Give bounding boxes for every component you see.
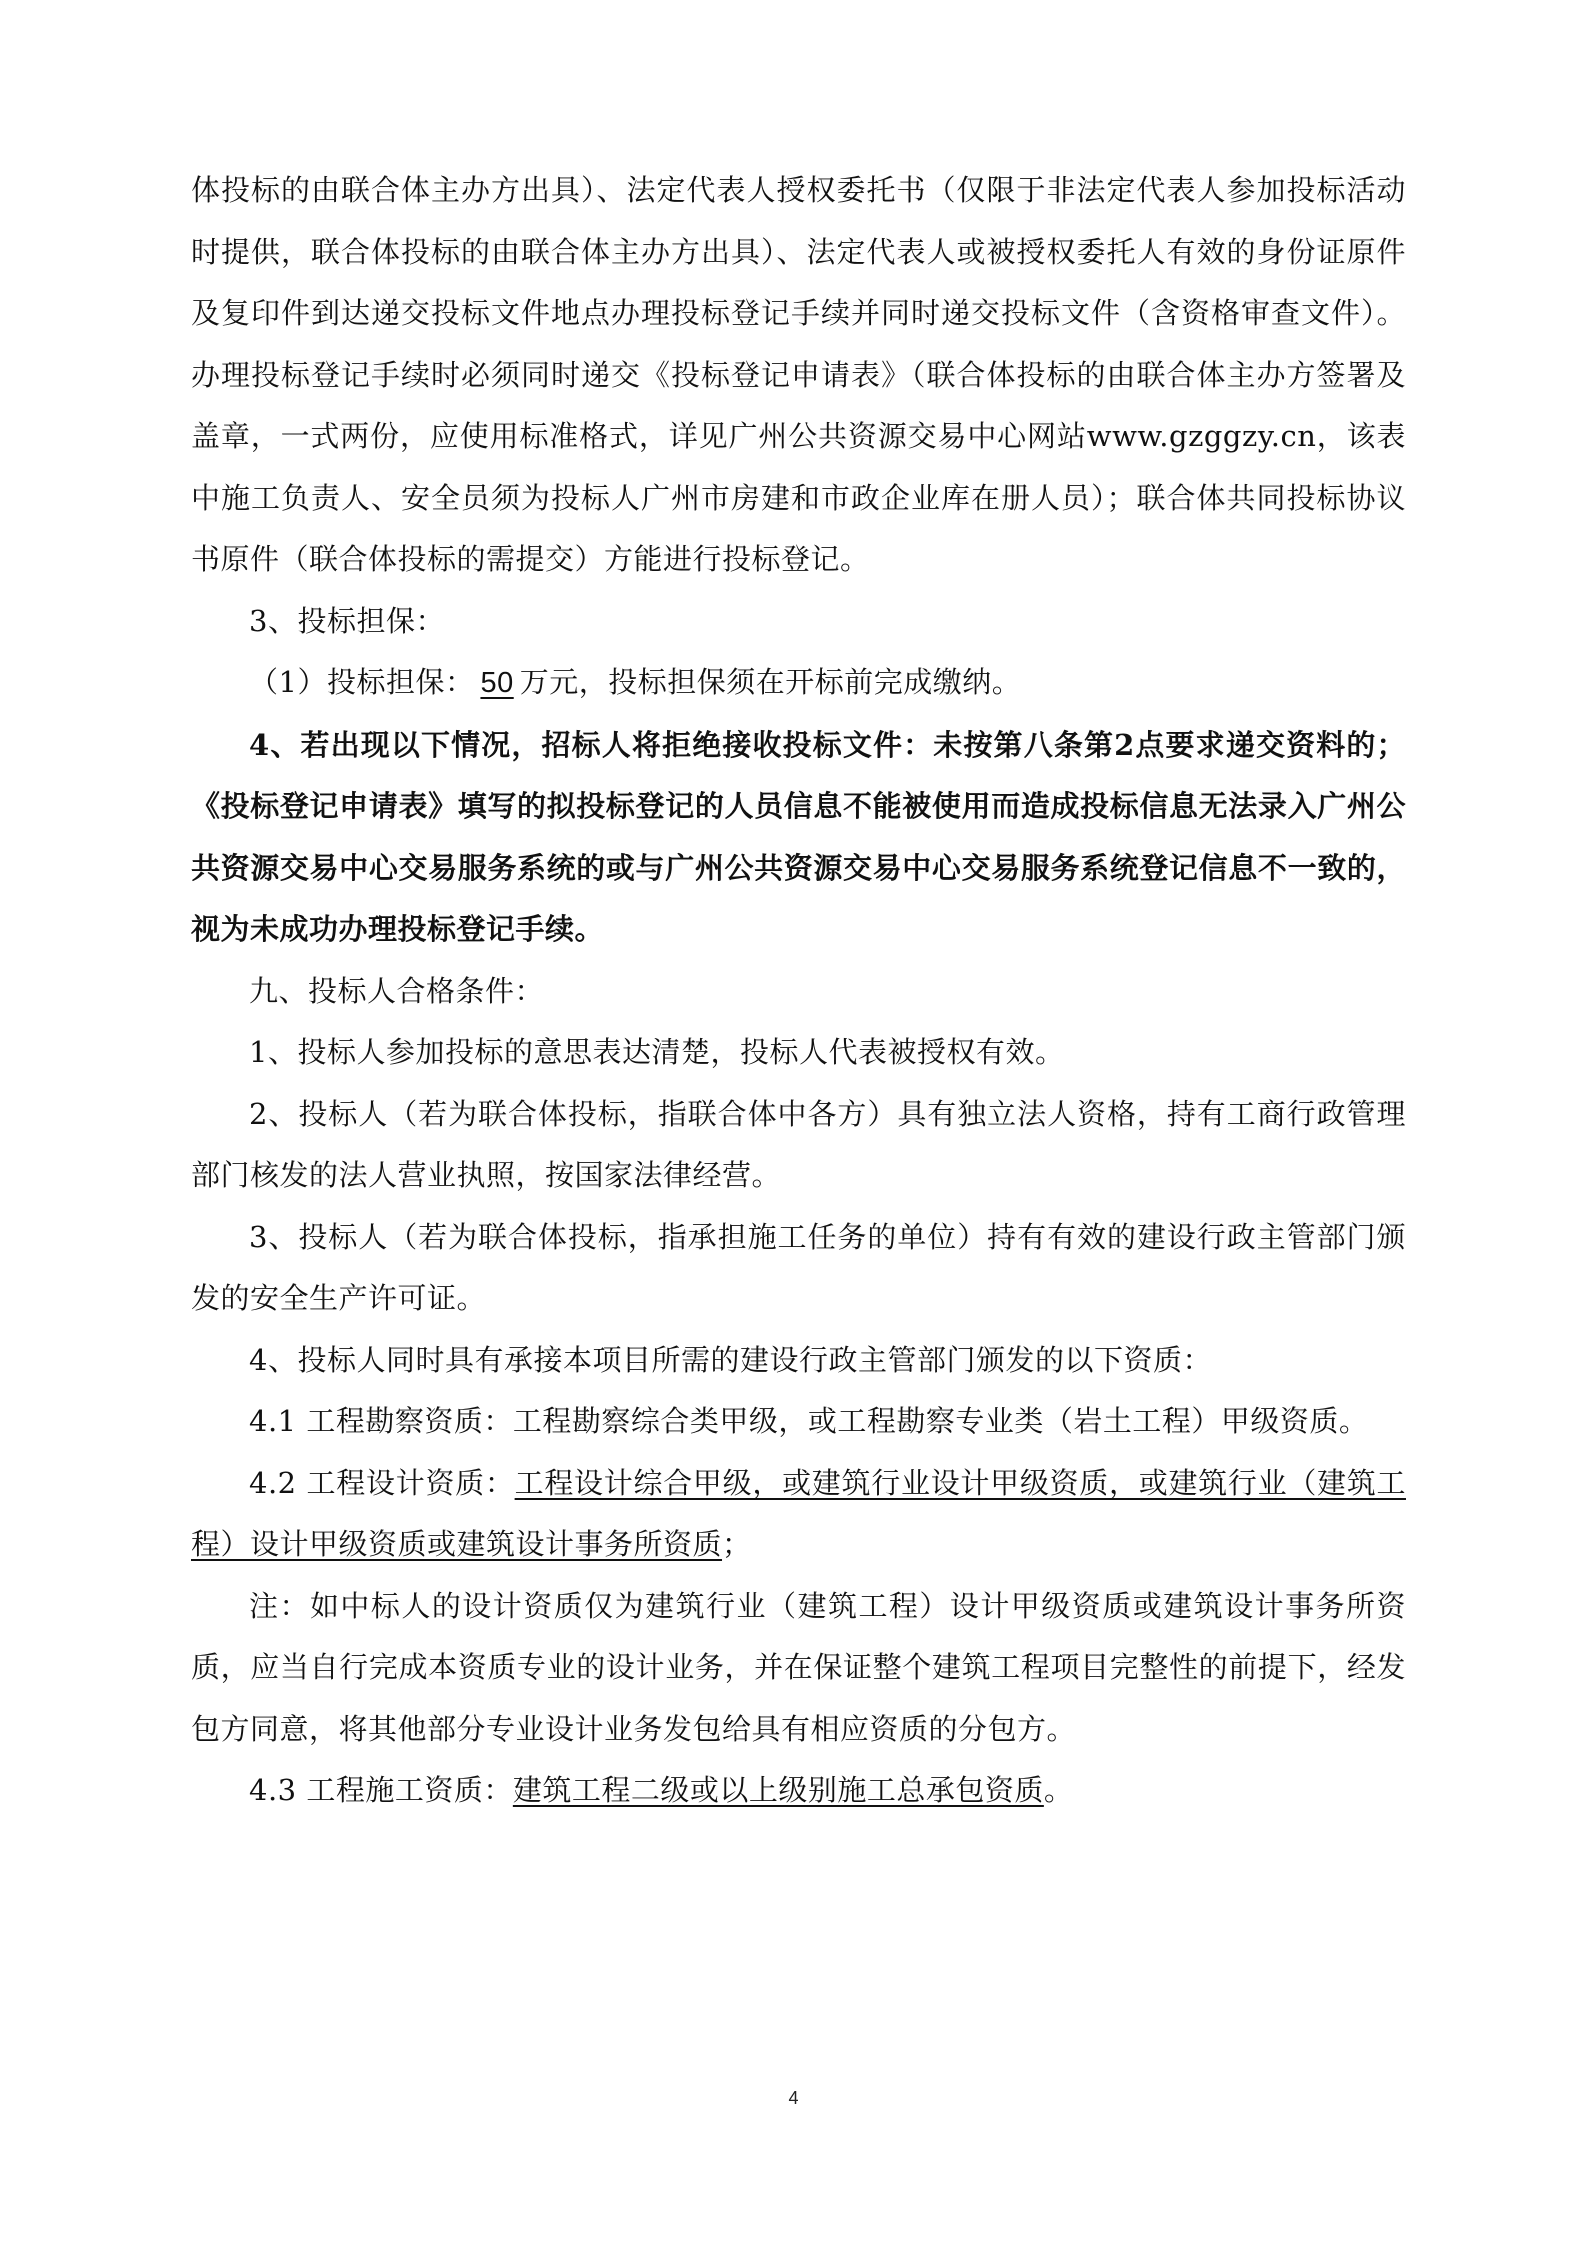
section-9-note: 注：如中标人的设计资质仅为建筑行业（建筑工程）设计甲级资质或建筑设计事务所资质，应当自行完成本资质专业的设计业务，并在保证整个建筑工程项目完整性的前提下，经发包方同意，将其他部分专业设计业务发包给具有相应资质的分包方。	[191, 1588, 1406, 1746]
section-9-item-4-2	[191, 1453, 1406, 1576]
section-9-item-3: 3、投标人（若为联合体投标，指承担施工任务的单位）持有有效的建设行政主管部门颁发的安全生产许可证。	[191, 1219, 1406, 1315]
item-3-1-suffix: 万元，投标担保须在开标前完成缴纳。	[519, 665, 1022, 699]
item-4-2-end: ；	[722, 1527, 752, 1561]
paragraph-continuation: 体投标的由联合体主办方出具）、法定代表人授权委托书（仅限于非法定代表人参加投标活动时提供，联合体投标的由联合体主办方出具）、法定代表人或被授权委托人有效的身份证原件及复印件到达递交投标文件地点办理投标登记手续并同时递交投标文件（含资格审查文件）。办理投标登记手续时必须同时递交《投标登记申请表》（联合体投标的由联合体主办方签署及盖章，一式两份，应使用标准格式，详见广州公共资源交易中心网站www.gzggzy.cn，该表中施工负责人、安全员须为投标人广州市房建和市政企业库在册人员）；联合体共同投标协议书原件（联合体投标的需提交）方能进行投标登记。	[191, 173, 1406, 576]
item-4-3-qualification: 建筑工程二级或以上级别施工总承包资质	[512, 1773, 1044, 1807]
item-4-rejection-conditions: 4、若出现以下情况，招标人将拒绝接收投标文件：未按第八条第2点要求递交资料的；《投标登记申请表》填写的拟投标登记的人员信息不能被使用而造成投标信息无法录入广州公共资源交易中心交易服务系统的或与广州公共资源交易中心交易服务系统登记信息不一致的，视为未成功办理投标登记手续。	[191, 727, 1406, 946]
item-4-3-end: 。	[1043, 1773, 1074, 1807]
document-body	[191, 160, 1406, 1822]
item-3-1-prefix: （1）投标担保：	[249, 665, 475, 699]
section-9-item-1: 1、投标人参加投标的意思表达清楚，投标人代表被授权有效。	[249, 1035, 1065, 1069]
section-9-item-4: 4、投标人同时具有承接本项目所需的建设行政主管部门颁发的以下资质：	[249, 1342, 1212, 1377]
item-3-heading: 3、投标担保：	[249, 603, 445, 638]
section-9-item-4-3	[191, 1760, 1406, 1822]
item-4-2-label: 4.2 工程设计资质：	[249, 1465, 515, 1500]
section-9-heading: 九、投标人合格条件：	[249, 973, 545, 1008]
item-4-3-label: 4.3 工程施工资质：	[249, 1773, 513, 1807]
section-9-item-2: 2、投标人（若为联合体投标，指联合体中各方）具有独立法人资格，持有工商行政管理部门核发的法人营业执照，按国家法律经营。	[191, 1096, 1406, 1192]
item-4-2-qualification: 工程设计综合甲级，或建筑行业设计甲级资质，或建筑行业（建筑工程）设计甲级资质或建筑设计事务所资质	[191, 1465, 1406, 1561]
bid-guarantee-amount: 50	[480, 667, 514, 699]
item-3-1-bid-guarantee	[191, 652, 1406, 715]
section-9-item-4-1: 4.1 工程勘察资质：工程勘察综合类甲级，或工程勘察专业类（岩土工程）甲级资质。	[249, 1404, 1369, 1438]
page-number: 4	[788, 2088, 799, 2108]
